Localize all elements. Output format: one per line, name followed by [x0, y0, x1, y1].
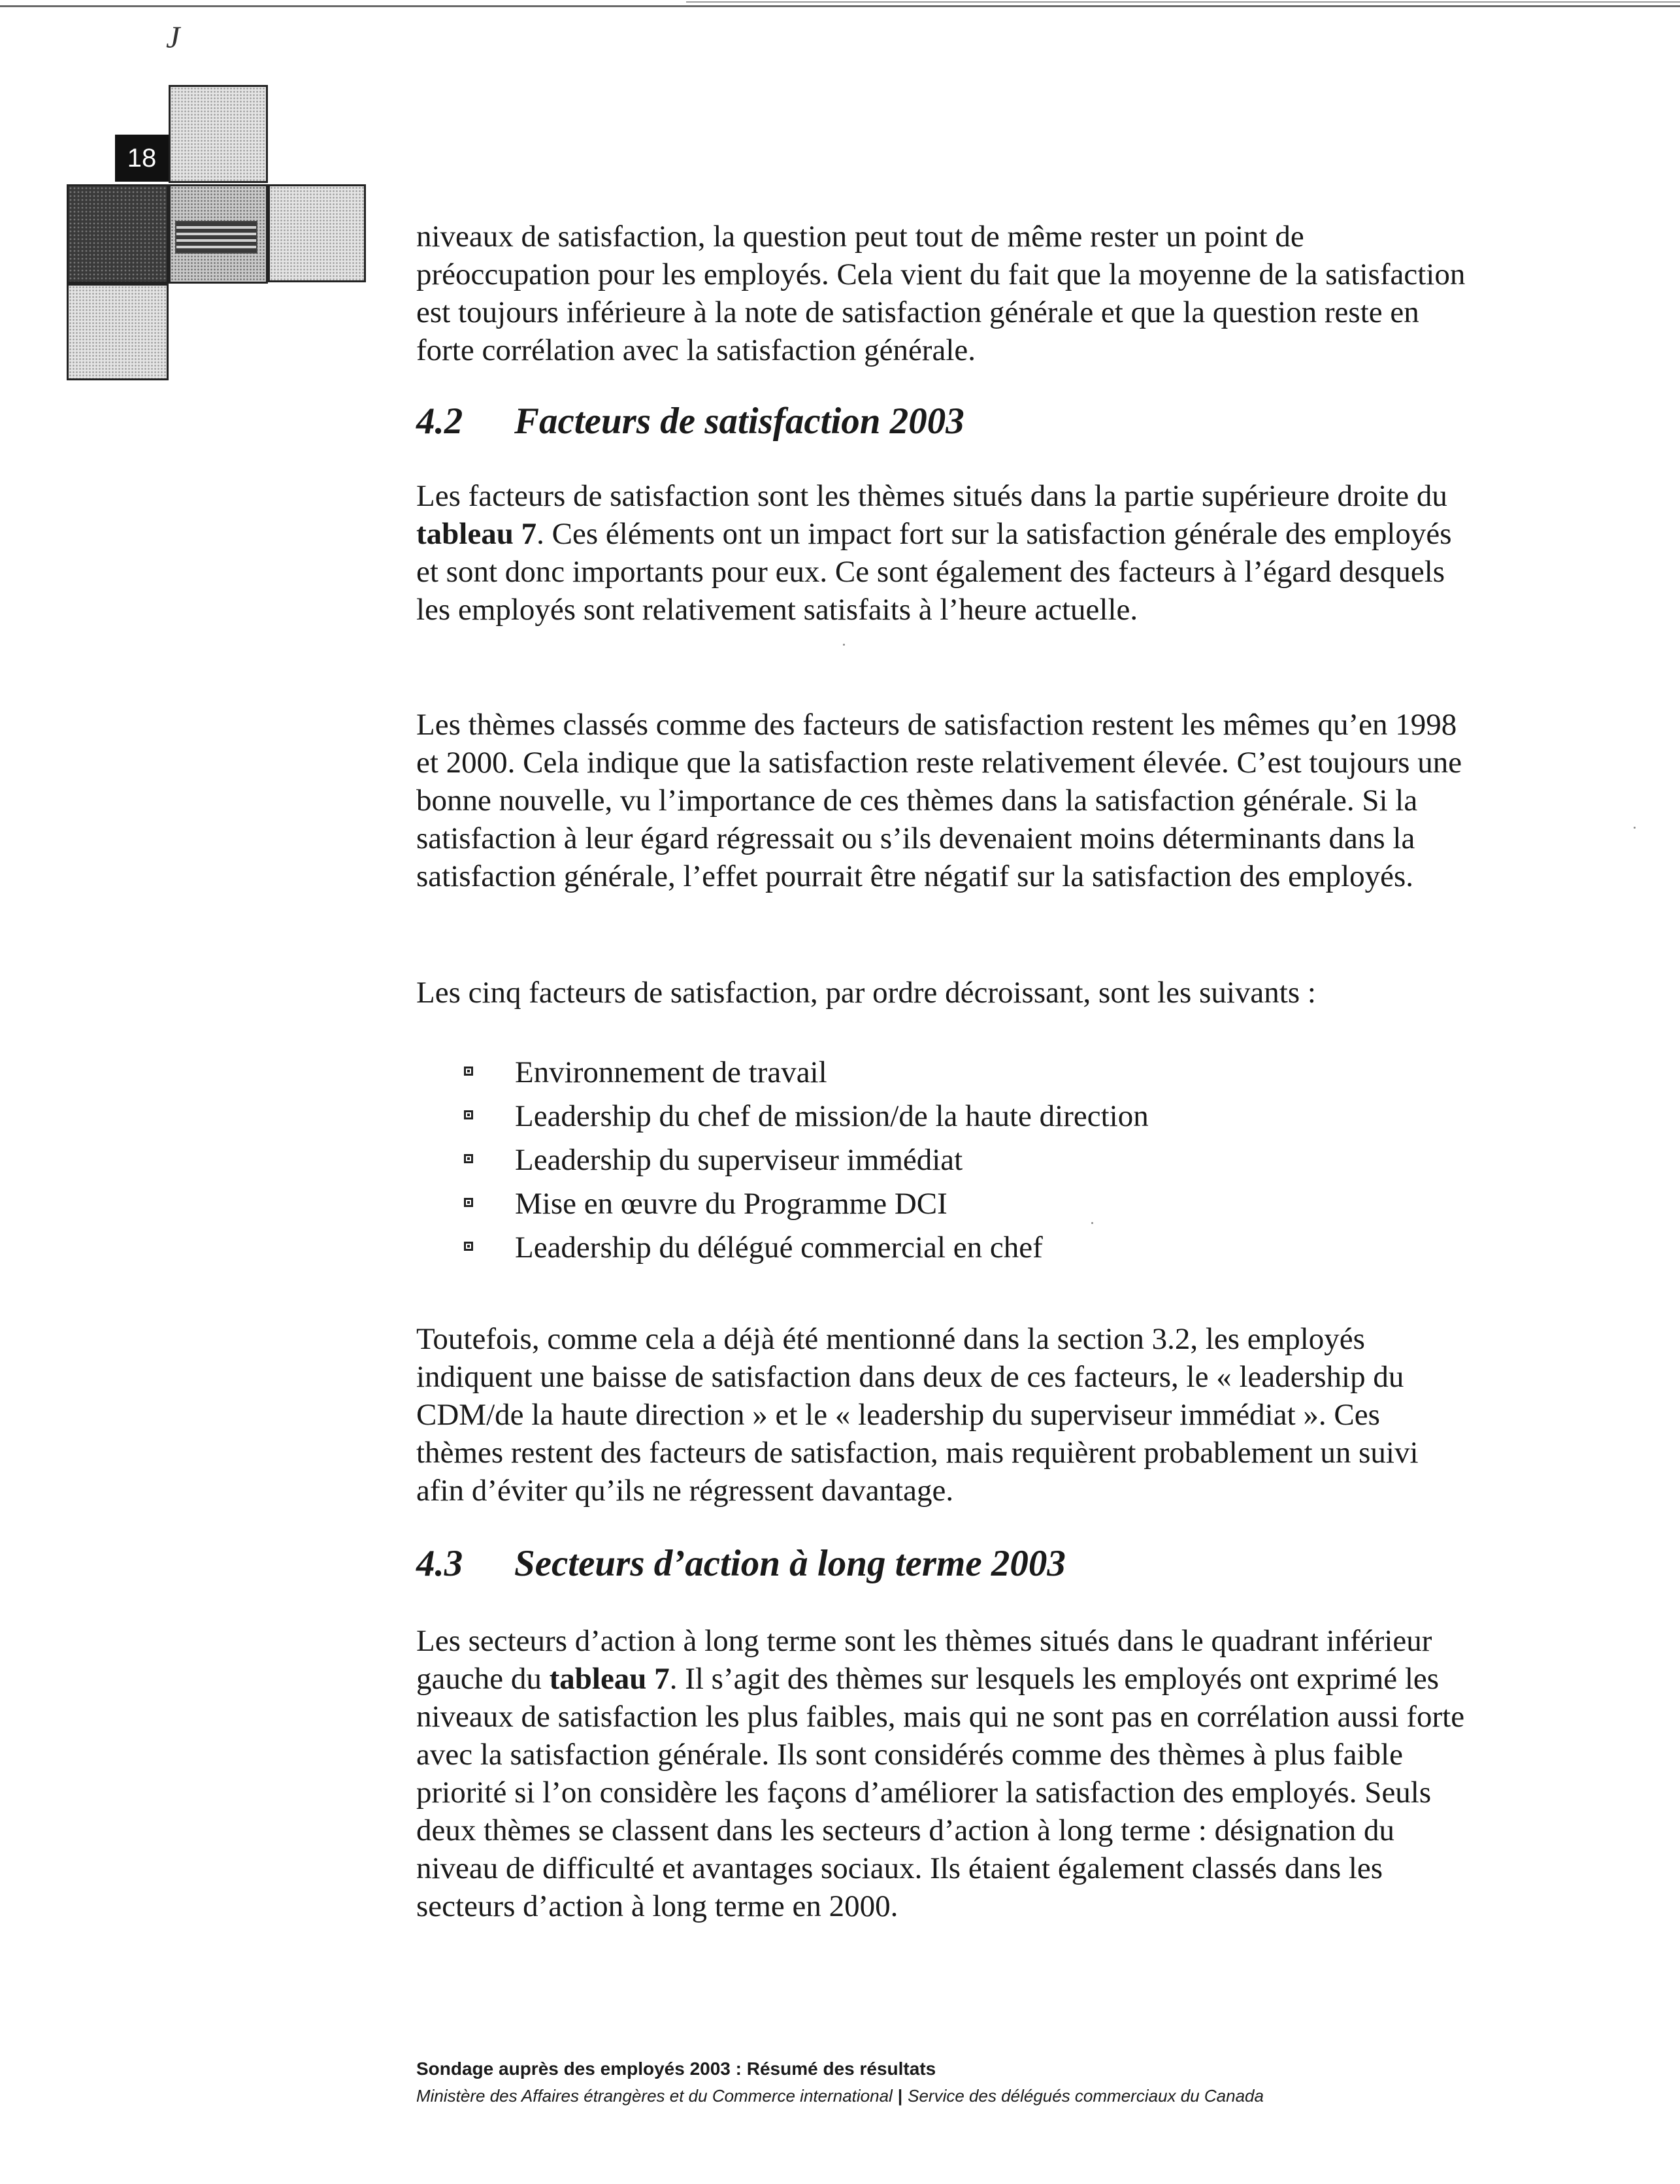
section-heading-4-2 [416, 400, 964, 442]
page-number: 18 [115, 135, 169, 182]
paragraph-4-2-3: Les cinq facteurs de satisfaction, par ordre décroissant, sont les suivants : [416, 976, 1316, 1010]
paragraph-text: . Ces éléments ont un impact fort sur la satisfaction générale des employés et sont donc importants pour eux. Ce sont également des facteurs à l’égard desquels les employés sont relativement satisfaits à l’heure actuelle. [416, 517, 1452, 627]
intro-paragraph: niveaux de satisfaction, la question peut tout de même rester un point de préoccupation pour les employés. Cela vient du fait que la moyenne de la satisfaction est toujours inférieure à la note de satisfaction générale et que la question reste en forte corrélation avec la satisfaction générale. [416, 220, 1466, 367]
footer-separator: | [897, 2086, 903, 2106]
table-reference: tableau 7 [549, 1662, 670, 1696]
list-item-label: Mise en œuvre du Programme DCI [515, 1187, 947, 1221]
list-item-label: Environnement de travail [515, 1055, 827, 1089]
logo-square-dark [67, 184, 169, 284]
section-title: Secteurs d’action à long terme 2003 [514, 1543, 1066, 1584]
top-rule [0, 5, 1680, 7]
list-item-label: Leadership du superviseur immédiat [515, 1143, 963, 1177]
footer-organization [416, 2086, 1264, 2106]
list-item [464, 1097, 1149, 1141]
paragraph-text: Les facteurs de satisfaction sont les thèmes situés dans la partie supérieure droite du [416, 479, 1447, 513]
scan-artifact [1634, 827, 1636, 829]
scan-artifact [843, 644, 845, 646]
paragraph-4-3-1 [416, 1622, 1468, 1925]
logo-square-top [169, 85, 268, 183]
section-number: 4.3 [416, 1543, 463, 1584]
list-item-label: Leadership du chef de mission/de la haute direction [515, 1099, 1149, 1133]
list-item [464, 1185, 1149, 1229]
section-number: 4.2 [416, 401, 463, 442]
corner-mark: J [166, 20, 180, 55]
square-bullet-icon [464, 1154, 473, 1163]
list-item [464, 1053, 1149, 1097]
footer-org-right: Service des délégués commerciaux du Canada [908, 2086, 1264, 2106]
square-bullet-icon [464, 1242, 473, 1251]
paragraph-text: Les secteurs d’action à long terme sont les thèmes situés dans le quadrant inférieur gauche du [416, 1624, 1432, 1696]
square-bullet-icon [464, 1110, 473, 1119]
paragraph-4-2-1 [416, 477, 1468, 629]
section-heading-4-3 [416, 1542, 1066, 1585]
paragraph-4-2-4: Toutefois, comme cela a déjà été mentionné dans la section 3.2, les employés indiquent une baisse de satisfaction dans deux de ces facteurs, le « leadership du CDM/de la haute direction » et le « leadership du superviseur immédiat ». Ces thèmes restent des facteurs de satisfaction, mais requièrent probablement un suivi afin d’éviter qu’ils ne régressent davantage. [416, 1322, 1419, 1508]
satisfaction-factors-list [464, 1053, 1149, 1272]
scan-artifact [1091, 1222, 1093, 1224]
logo-square-right [268, 184, 366, 282]
footer-title: Sondage auprès des employés 2003 : Résumé des résultats [416, 2059, 936, 2079]
table-reference: tableau 7 [416, 517, 537, 551]
square-bullet-icon [464, 1067, 473, 1076]
ibm-logo-icon [175, 221, 257, 254]
footer-org-left: Ministère des Affaires étrangères et du Commerce international [416, 2086, 893, 2106]
list-item-label: Leadership du délégué commercial en chef [515, 1231, 1043, 1265]
paragraph-4-2-2: Les thèmes classés comme des facteurs de satisfaction restent les mêmes qu’en 1998 et 2000. Cela indique que la satisfaction reste relativement élevée. C’est toujours une bonne nouvelle, vu l’importance de ces thèmes dans la satisfaction générale. Si la satisfaction à leur égard régressait ou s’ils devenaient moins déterminants dans la satisfaction générale, l’effet pourrait être négatif sur la satisfaction des employés. [416, 708, 1462, 893]
section-title: Facteurs de satisfaction 2003 [514, 401, 964, 442]
list-item [464, 1141, 1149, 1185]
square-bullet-icon [464, 1198, 473, 1207]
list-item [464, 1229, 1149, 1272]
top-rule-secondary [686, 1, 1680, 3]
paragraph-text: . Il s’agit des thèmes sur lesquels les employés ont exprimé les niveaux de satisfaction les plus faibles, mais qui ne sont pas en corrélation aussi forte avec la satisfaction générale. Ils sont considérés comme des thèmes à plus faible priorité si l’on considère les façons d’améliorer la satisfaction des employés. Seuls deux thèmes se classent dans les secteurs d’action à long terme : désignation du niveau de difficulté et avantages sociaux. Ils étaient également classés dans les secteurs d’action à long terme en 2000. [416, 1662, 1465, 1923]
logo-square-bottom [67, 284, 169, 380]
